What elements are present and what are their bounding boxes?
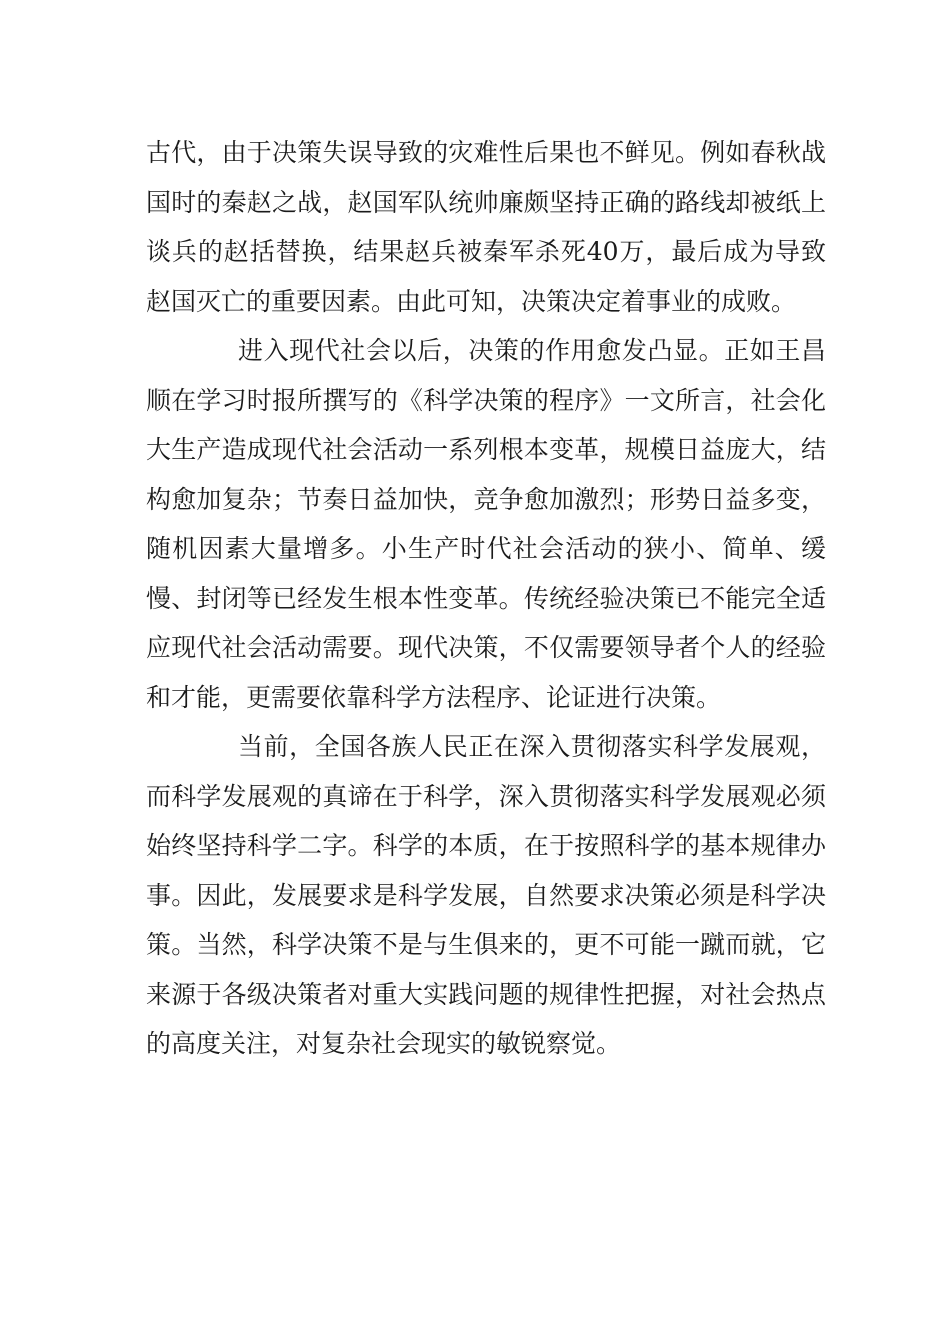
body-text xyxy=(146,128,826,1069)
paragraph-3: 当前，全国各族人民正在深入贯彻落实科学发展观，而科学发展观的真谛在于科学，深入贯彻落实科学发展观必须始终坚持科学二字。科学的本质，在于按照科学的基本规律办事。因此，发展要求是科学发展，自然要求决策必须是科学决策。当然，科学决策不是与生俱来的，更不可能一蹴而就，它来源于各级决策者对重大实践问题的规律性把握，对社会热点的高度关注，对复杂社会现实的敏锐察觉。 xyxy=(146,732,826,1058)
paragraph-2: 进入现代社会以后，决策的作用愈发凸显。正如王昌顺在学习时报所撰写的《科学决策的程序》一文所言，社会化大生产造成现代社会活动一系列根本变革，规模日益庞大，结构愈加复杂；节奏日益加快，竞争愈加激烈；形势日益多变，随机因素大量增多。小生产时代社会活动的狭小、简单、缓慢、封闭等已经发生根本性变革。传统经验决策已不能完全适应现代社会活动需要。现代决策，不仅需要领导者个人的经验和才能，更需要依靠科学方法程序、论证进行决策。 xyxy=(146,336,826,712)
paragraph-1: 古代，由于决策失误导致的灾难性后果也不鲜见。例如春秋战国时的秦赵之战，赵国军队统帅廉颇坚持正确的路线却被纸上谈兵的赵括替换，结果赵兵被秦军杀死40万，最后成为导致赵国灭亡的重要因素。由此可知，决策决定着事业的成败。 xyxy=(146,138,826,316)
